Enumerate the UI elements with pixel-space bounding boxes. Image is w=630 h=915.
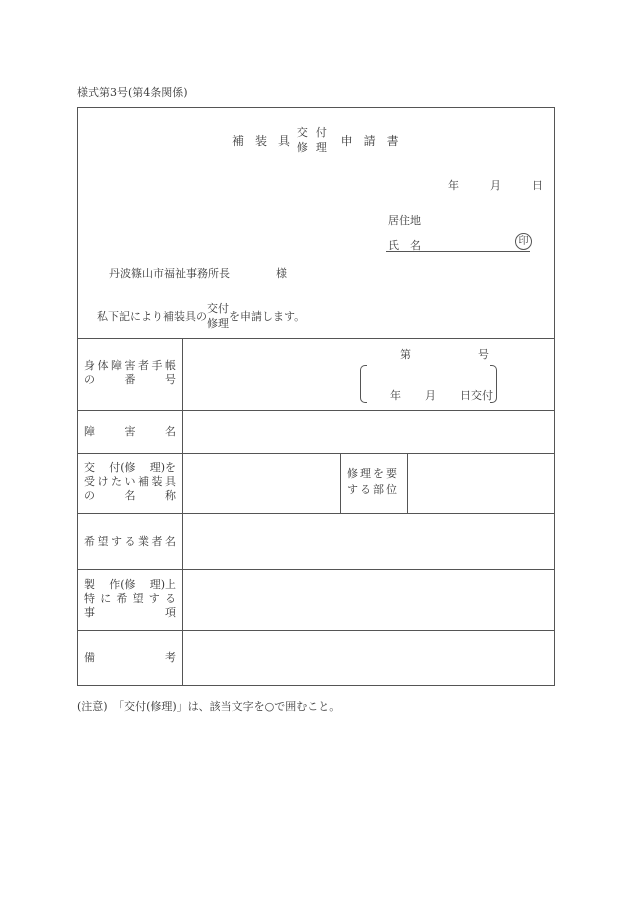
note: (注意) 「交付(修理)」は、該当文字を○で囲むこと。 [77, 700, 341, 713]
char: 項 [165, 606, 176, 619]
sentence-choice-issue: 交付 [207, 302, 229, 315]
label-line [84, 475, 176, 489]
seal-icon: 印 [515, 233, 532, 250]
char: 望 [97, 535, 109, 548]
label-line [84, 535, 176, 549]
char: 障 [111, 359, 122, 372]
title-choice-stack [297, 125, 335, 155]
char: 体 [97, 359, 109, 372]
label-preferred-vendor [84, 535, 176, 549]
label-line [84, 489, 176, 503]
char: 身 [84, 359, 95, 372]
char: 作(修 [109, 578, 136, 591]
label-line [84, 651, 176, 665]
char: 名 [165, 535, 176, 548]
char: 手 [151, 359, 163, 372]
char: 者 [138, 359, 149, 372]
label-line [84, 592, 176, 606]
char: に [100, 592, 112, 605]
certificate-number-prefix: 第 [400, 348, 411, 361]
char: 付(修 [109, 461, 136, 474]
char: 補 [138, 475, 149, 488]
char: 特 [84, 592, 95, 605]
title-suffix: 申請書 [340, 133, 410, 148]
address-label: 居住地 [388, 214, 421, 227]
title-prefix: 補装具 [232, 133, 302, 148]
char: 望 [132, 592, 144, 605]
char: の [84, 373, 95, 386]
column-divider [340, 453, 341, 513]
char: す [111, 535, 122, 548]
recipient-name: 丹波篠山市福祉事務所長 [109, 267, 230, 280]
char: 害 [124, 359, 136, 372]
char: 称 [165, 489, 176, 502]
certificate-number-suffix: 号 [478, 348, 489, 361]
title-choice-repair: 修理 [296, 141, 335, 154]
char: 希 [84, 535, 95, 548]
label-device-name [84, 461, 176, 503]
name-label: 氏 名 [388, 239, 421, 252]
label-line [84, 425, 176, 439]
form-number: 様式第3号(第4条関係) [77, 86, 188, 99]
issue-month: 月 [425, 389, 436, 402]
label-line [84, 373, 176, 387]
remarks-field[interactable] [183, 631, 554, 685]
date-month: 月 [490, 179, 501, 192]
repair-part-label-line: 修理を要 [347, 467, 399, 480]
char: 交 [84, 461, 95, 474]
char: 名 [165, 425, 176, 438]
label-line [84, 461, 176, 475]
title-choice-issue: 交付 [296, 126, 335, 139]
label-line [84, 606, 176, 620]
device-name-field[interactable] [183, 454, 339, 512]
char: 受 [84, 475, 95, 488]
date-year: 年 [448, 179, 459, 192]
char: 者 [151, 535, 163, 548]
char: 名 [124, 489, 136, 502]
char: 製 [84, 578, 95, 591]
char: る [164, 592, 176, 605]
issue-day: 日交付 [460, 389, 493, 402]
char: 装 [151, 475, 163, 488]
sentence-choice-repair: 修理 [207, 317, 229, 330]
disability-name-field[interactable] [183, 411, 554, 452]
char: 帳 [165, 359, 176, 372]
label-remarks [84, 651, 176, 665]
char: た [111, 475, 122, 488]
issue-year: 年 [390, 389, 401, 402]
char: 障 [84, 425, 95, 438]
char: け [97, 475, 109, 488]
left-bracket [360, 365, 367, 403]
special-requests-field[interactable] [183, 570, 554, 629]
application-date [448, 177, 543, 193]
recipient-honorific: 様 [276, 267, 287, 280]
form-title [232, 125, 410, 155]
char: 害 [124, 425, 136, 438]
label-special-requests [84, 578, 176, 620]
repair-part-label-line: する部位 [347, 483, 399, 496]
char: の [84, 489, 95, 502]
preferred-vendor-field[interactable] [183, 514, 554, 568]
char: 具 [165, 475, 176, 488]
char: 考 [165, 651, 176, 664]
char: 備 [84, 651, 95, 664]
char: 理)を [149, 461, 176, 474]
char: す [148, 592, 160, 605]
char: 事 [84, 606, 95, 619]
char: 番 [124, 373, 136, 386]
certificate-number-field[interactable] [183, 339, 554, 409]
char: 理)上 [149, 578, 176, 591]
label-disability-certificate-number [84, 359, 176, 387]
char: 号 [165, 373, 176, 386]
sentence-choice-stack [207, 301, 229, 331]
char: い [124, 475, 136, 488]
char: 希 [116, 592, 128, 605]
application-sentence [97, 301, 305, 331]
recipient [109, 265, 287, 281]
sentence-after: を申請します。 [229, 310, 306, 323]
name-field[interactable] [386, 251, 530, 252]
label-line [84, 578, 176, 592]
char: る [124, 535, 136, 548]
repair-part-field[interactable] [408, 454, 554, 512]
sentence-before: 私下記により補装具の [97, 310, 207, 323]
repair-part-label [347, 466, 399, 498]
label-disability-name [84, 425, 176, 439]
date-day: 日 [532, 179, 543, 192]
label-line [84, 359, 176, 373]
char: 業 [138, 535, 149, 548]
